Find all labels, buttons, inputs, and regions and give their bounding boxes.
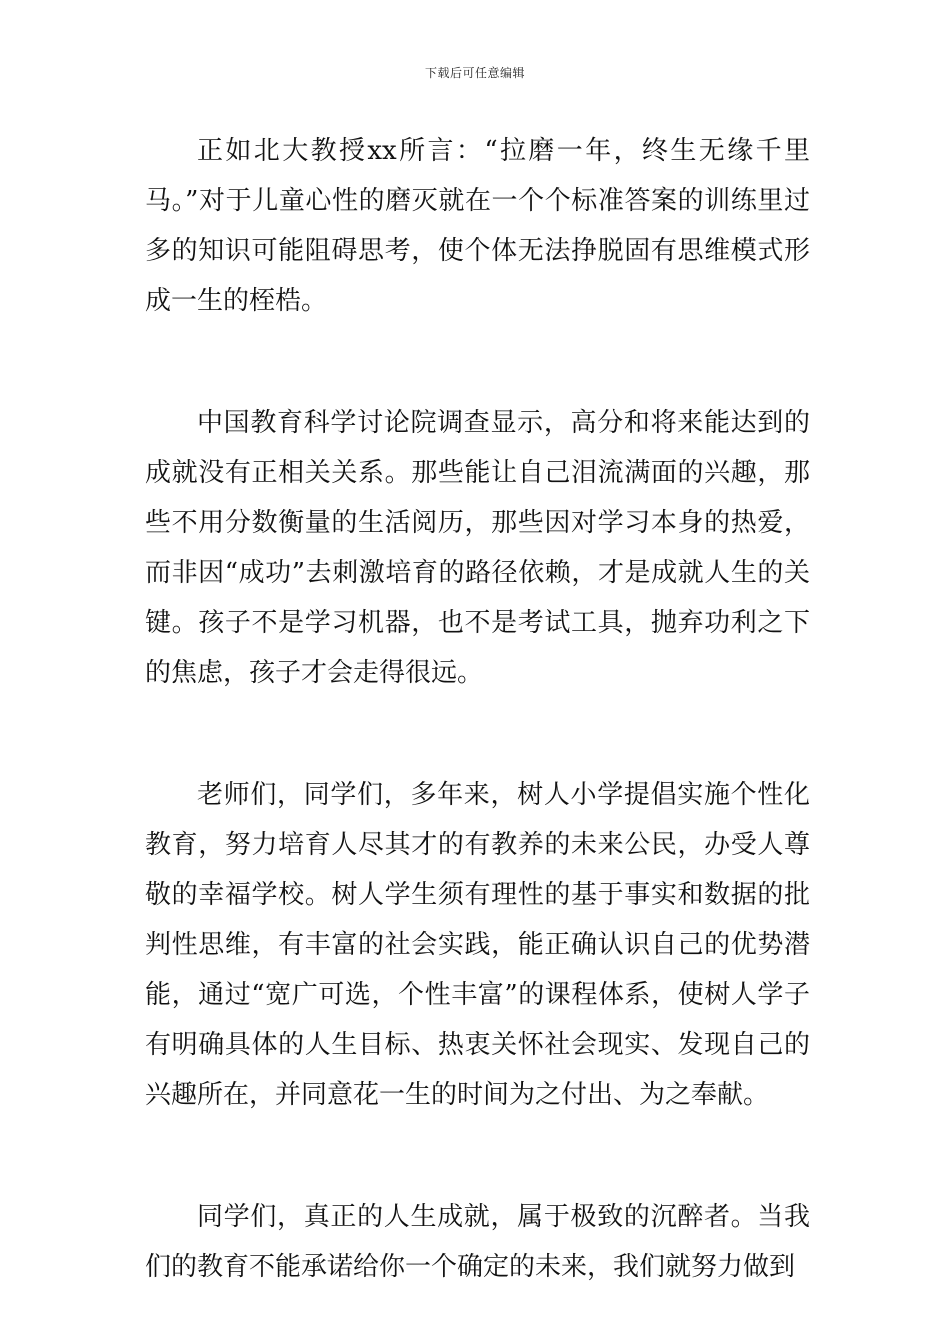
document-body (145, 126, 810, 1292)
page-header: 下载后可任意编辑 (424, 66, 525, 80)
paragraph-1: 正如北大教授xx所言：“拉磨一年，终生无缘千里马。”对于儿童心性的磨灭就在一个个标准答案的训练里过多的知识可能阻碍思考，使个体无法挣脱固有思维模式形成一生的桎梏。 (145, 136, 810, 316)
paragraph-4: 同学们，真正的人生成就，属于极致的沉醉者。当我们的教育不能承诺给你一个确定的未来，我们就努力做到 (145, 1202, 810, 1282)
paragraph-2: 中国教育科学讨论院调查显示，高分和将来能达到的成就没有正相关关系。那些能让自己泪流满面的兴趣，那些不用分数衡量的生活阅历，那些因对学习本身的热爱，而非因“成功”去刺激培育的路径依赖，才是成就人生的关键。孩子不是学习机器，也不是考试工具，抛弃功利之下的焦虑，孩子才会走得很远。 (145, 408, 810, 688)
paragraph-3: 老师们，同学们，多年来，树人小学提倡实施个性化教育，努力培育人尽其才的有教养的未来公民，办受人尊敬的幸福学校。树人学生须有理性的基于事实和数据的批判性思维，有丰富的社会实践，能正确认识自己的优势潜能，通过“宽广可选，个性丰富”的课程体系，使树人学子有明确具体的人生目标、热衷关怀社会现实、发现自己的兴趣所在，并同意花一生的时间为之付出、为之奉献。 (145, 780, 810, 1110)
